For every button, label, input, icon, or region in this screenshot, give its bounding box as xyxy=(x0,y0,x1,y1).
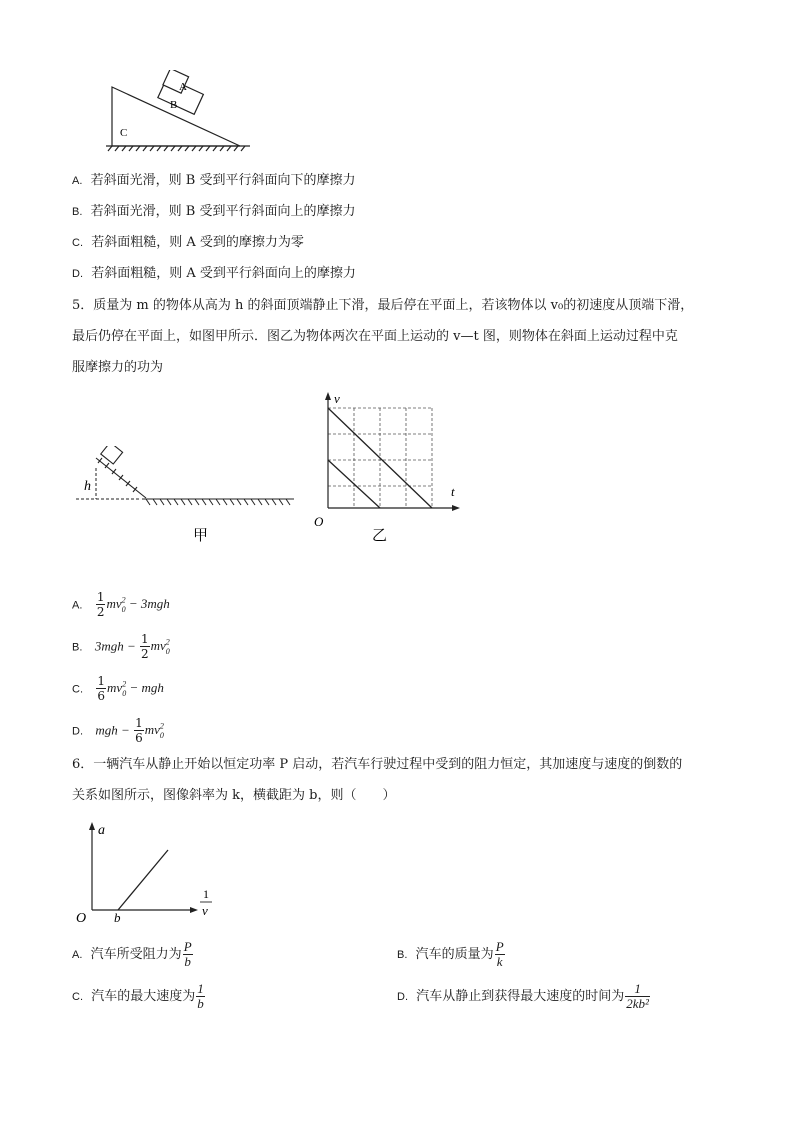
a-line xyxy=(118,850,168,910)
q6-option-a[interactable]: A. 汽车所受阻力为 $\frac{P}{b}$ xyxy=(72,939,192,969)
q5-stem-line2: 最后仍停在平面上，如图甲所示．图乙为物体两次在平面上运动的 v—t 图，则物体在斜面上运动过程中克 xyxy=(72,329,678,344)
block-on-slope xyxy=(101,446,123,464)
caption-jia: 甲 xyxy=(193,528,209,544)
label-a: A xyxy=(179,81,187,93)
q4-option-a[interactable]: A. 若斜面光滑，则 B 受到平行斜面向下的摩擦力 xyxy=(72,173,356,188)
height-label: h xyxy=(84,479,91,494)
q6-stem-line2: 关系如图所示，图像斜率为 k，横截距为 b，则（ ） xyxy=(72,788,396,803)
v-label: v xyxy=(334,391,340,406)
q5-stem-line3: 服摩擦力的功为 xyxy=(72,360,164,375)
q4-option-b[interactable]: B. 若斜面光滑，则 B 受到平行斜面向上的摩擦力 xyxy=(72,204,356,219)
label-b: B xyxy=(170,99,178,111)
q4-option-d[interactable]: D. 若斜面粗糙，则 A 受到平行斜面向上的摩擦力 xyxy=(72,266,356,281)
q5-stem-line1: 5．质量为 m 的物体从高为 h 的斜面顶端静止下滑，最后停在平面上，若该物体以 v₀的初速度从顶端下滑， xyxy=(72,298,694,313)
x-label-den: v xyxy=(202,903,208,918)
origin-label: O xyxy=(76,911,87,924)
incline-blocks-figure xyxy=(100,70,260,152)
q6-option-c[interactable]: C. 汽车的最大速度为 $\frac{1}{b}$ xyxy=(72,981,204,1011)
q6-option-d[interactable]: D. 汽车从静止到获得最大速度的时间为 $\frac{1}{\text{2kb²}}$ xyxy=(397,981,649,1011)
figure-a-vs-inverse-v xyxy=(72,816,222,924)
ground-hatch xyxy=(106,146,250,151)
q6-option-b[interactable]: B. 汽车的质量为 $\frac{P}{k}$ xyxy=(397,939,504,969)
figure-yi-vt-graph xyxy=(310,388,470,548)
caption-yi: 乙 xyxy=(372,528,388,544)
q4-option-c[interactable]: C. 若斜面粗糙，则 A 受到的摩擦力为零 xyxy=(72,235,304,250)
q6-stem-line1: 6．一辆汽车从静止开始以恒定功率 P 启动，若汽车行驶过程中受到的阻力恒定，其加速度与速度的倒数的 xyxy=(72,757,683,772)
t-label: t xyxy=(451,484,455,499)
label-c: C xyxy=(120,127,128,139)
q5-option-a[interactable]: A. $\frac{1}{2}$ $mv^2_0 - 3mgh$ xyxy=(72,590,170,620)
q5-option-d[interactable]: D. mgh − $\frac{1}{6}$ $mv^2_0$ xyxy=(72,716,164,746)
b-label: b xyxy=(114,910,121,924)
a-label: a xyxy=(98,823,105,838)
x-label-num: 1 xyxy=(203,887,209,901)
q5-option-c[interactable]: C. $\frac{1}{6}$ $mv^2_0$ − mgh xyxy=(72,674,164,704)
q5-option-b[interactable]: B. 3mgh − $\frac{1}{2}$ $mv^2_0$ xyxy=(72,632,170,662)
figure-jia xyxy=(76,446,298,546)
origin-label: O xyxy=(314,514,324,529)
